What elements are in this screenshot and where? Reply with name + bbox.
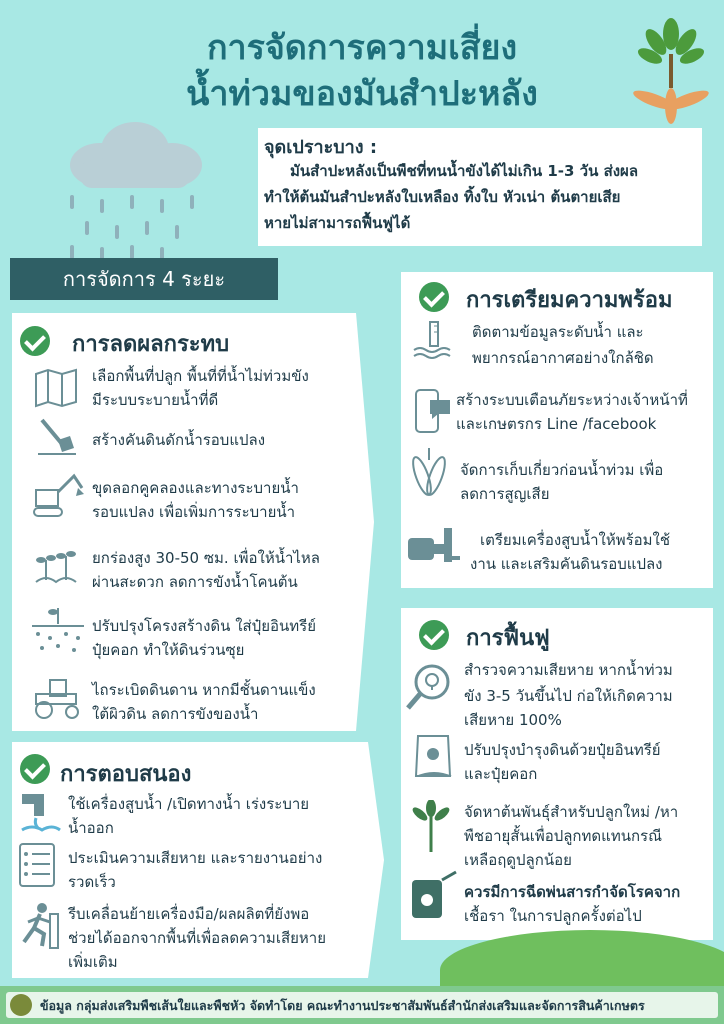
cassava-plant-icon bbox=[406, 800, 456, 854]
cloud-icon bbox=[60, 120, 210, 190]
response-heading: การตอบสนอง bbox=[60, 762, 192, 787]
reduce-item-4-line-1: ยกร่องสูง 30-50 ซม. เพื่อให้น้ำไหล bbox=[92, 549, 321, 567]
recover-item-2-line-2: และปุ๋ยคอก bbox=[464, 765, 538, 783]
respond-item-1-line-1: ใช้เครื่องสูบน้ำ /เปิดทางน้ำ เร่งระบาย bbox=[68, 795, 310, 813]
shovel-icon bbox=[34, 416, 78, 456]
preparedness-heading: การเตรียมความพร้อม bbox=[466, 288, 673, 313]
reduce-item-5-line-2: ปุ๋ยคอก ทำให้ดินร่วนซุย bbox=[92, 641, 245, 659]
seedling-icon bbox=[34, 546, 78, 586]
reduce-item-2: สร้างคันดินดักน้ำรอบแปลง bbox=[92, 431, 266, 449]
drain-pipe-icon bbox=[20, 792, 62, 834]
prepare-item-1-line-1: ติดตามข้อมูลระดับน้ำ และ bbox=[472, 323, 644, 341]
magnifier-bulb-icon bbox=[404, 662, 454, 712]
recover-item-1-line-3: เสียหาย 100% bbox=[464, 711, 562, 729]
reduce-item-4-line-2: ผ่านสะดวก ลดการขังน้ำโคนต้น bbox=[92, 573, 298, 591]
agency-logo bbox=[10, 994, 32, 1016]
vulnerability-line-1: มันสำปะหลังเป็นพืชที่ทนน้ำขังได้ไม่เกิน 1-3 วัน ส่งผล bbox=[290, 162, 639, 180]
respond-item-2-line-1: ประเมินความเสียหาย และรายงานอย่าง bbox=[68, 849, 323, 867]
vulnerability-line-2: ทำให้ต้นมันสำปะหลังใบเหลือง ทิ้งใบ หัวเน่า ต้นตายเสีย bbox=[264, 188, 621, 206]
prepare-item-2-line-1: สร้างระบบเตือนภัยระหว่างเจ้าหน้าที่ bbox=[456, 391, 688, 409]
recover-item-4-line-2: เชื้อรา ในการปลูกครั้งต่อไป bbox=[464, 907, 642, 925]
response-card-arrow bbox=[368, 742, 384, 978]
recover-item-1-line-2: ขัง 3-5 วันขึ้นไป ก่อให้เกิดความ bbox=[464, 687, 673, 705]
check-icon bbox=[20, 326, 50, 356]
vulnerability-line-3: หายไม่สามารถฟื้นฟูได้ bbox=[264, 214, 411, 232]
running-person-icon bbox=[16, 902, 60, 950]
recover-item-3-line-3: เหลือฤดูปลูกน้อย bbox=[464, 851, 572, 869]
vulnerability-heading: จุดเปราะบาง : bbox=[264, 137, 378, 158]
cassava-plant-illustration bbox=[628, 14, 714, 124]
reduce-item-3-line-1: ขุดลอกคูคลองและทางระบายน้ำ bbox=[92, 479, 299, 497]
title-line-1: การจัดการความเสี่ยง bbox=[206, 28, 518, 68]
respond-item-3-line-3: เพิ่มเติม bbox=[68, 953, 118, 971]
title-line-2: น้ำท่วมของมันสำปะหลัง bbox=[186, 74, 538, 114]
soil-icon bbox=[30, 606, 86, 660]
checklist-icon bbox=[18, 842, 58, 888]
prepare-item-3-line-2: ลดการสูญเสีย bbox=[460, 485, 550, 503]
reduce-item-6-line-1: ไถระเบิดดินดาน หากมีชั้นดานแข็ง bbox=[92, 681, 316, 699]
recovery-heading: การฟื้นฟู bbox=[466, 626, 550, 651]
rain-drops bbox=[60, 195, 210, 255]
water-level-icon bbox=[410, 320, 454, 360]
check-icon bbox=[20, 754, 50, 784]
reduce-impact-card-arrow bbox=[356, 313, 374, 731]
respond-item-3-line-2: ช่วยได้ออกจากพื้นที่เพื่อลดความเสียหาย bbox=[68, 929, 326, 947]
reduce-item-5-line-1: ปรับปรุงโครงสร้างดิน ใส่ปุ๋ยอินทรีย์ bbox=[92, 617, 316, 635]
reduce-item-1-line-2: มีระบบระบายน้ำที่ดี bbox=[92, 391, 219, 409]
tractor-icon bbox=[30, 676, 86, 720]
check-icon bbox=[419, 620, 449, 650]
reduce-item-1-line-1: เลือกพื้นที่ปลูก พื้นที่ที่น้ำไม่ท่วมขัง bbox=[92, 367, 309, 385]
excavator-icon bbox=[32, 470, 86, 518]
recover-item-3-line-1: จัดหาต้นพันธุ์สำหรับปลูกใหม่ /หา bbox=[464, 803, 679, 821]
prepare-item-1-line-2: พยากรณ์อากาศอย่างใกล้ชิด bbox=[472, 349, 654, 367]
reduce-item-6-line-2: ใต้ผิวดิน ลดการขังของน้ำ bbox=[92, 705, 259, 723]
cassava-root-icon bbox=[404, 446, 454, 500]
phone-chat-icon bbox=[410, 388, 454, 436]
recover-item-2-line-1: ปรับปรุงบำรุงดินด้วยปุ๋ยอินทรีย์ bbox=[464, 741, 661, 759]
map-icon bbox=[34, 368, 78, 408]
fertilizer-bag-icon bbox=[412, 730, 456, 780]
sprayer-icon bbox=[410, 868, 460, 922]
phases-banner: การจัดการ 4 ระยะ bbox=[10, 258, 278, 300]
prepare-item-4-line-2: งาน และเสริมคันดินรอบแปลง bbox=[470, 555, 663, 573]
footer-credit: ข้อมูล กลุ่มส่งเสริมพืชเส้นใยและพืชหัว จัดทำโดย คณะทำงานประชาสัมพันธ์สำนักส่งเสริมและจัดการสินค้าเกษตร bbox=[40, 998, 645, 1013]
respond-item-2-line-2: รวดเร็ว bbox=[68, 873, 116, 891]
recover-item-1-line-1: สำรวจความเสียหาย หากน้ำท่วม bbox=[464, 661, 673, 679]
respond-item-1-line-2: น้ำออก bbox=[68, 819, 114, 837]
prepare-item-2-line-2: และเกษตรกร Line /facebook bbox=[456, 415, 657, 433]
prepare-item-3-line-1: จัดการเก็บเกี่ยวก่อนน้ำท่วม เพื่อ bbox=[460, 461, 664, 479]
reduce-impact-heading: การลดผลกระทบ bbox=[72, 332, 230, 357]
recover-item-3-line-2: พืชอายุสั้นเพื่อปลูกทดแทนกรณี bbox=[464, 827, 663, 845]
respond-item-3-line-1: รีบเคลื่อนย้ายเครื่องมือ/ผลผลิตที่ยังพอ bbox=[68, 905, 310, 923]
prepare-item-4-line-1: เตรียมเครื่องสูบน้ำให้พร้อมใช้ bbox=[480, 531, 671, 549]
reduce-item-3-line-2: รอบแปลง เพื่อเพิ่มการระบายน้ำ bbox=[92, 503, 296, 521]
check-icon bbox=[419, 282, 449, 312]
pump-icon bbox=[406, 522, 460, 568]
recover-item-4-line-1: ควรมีการฉีดพ่นสารกำจัดโรคจาก bbox=[464, 883, 681, 901]
